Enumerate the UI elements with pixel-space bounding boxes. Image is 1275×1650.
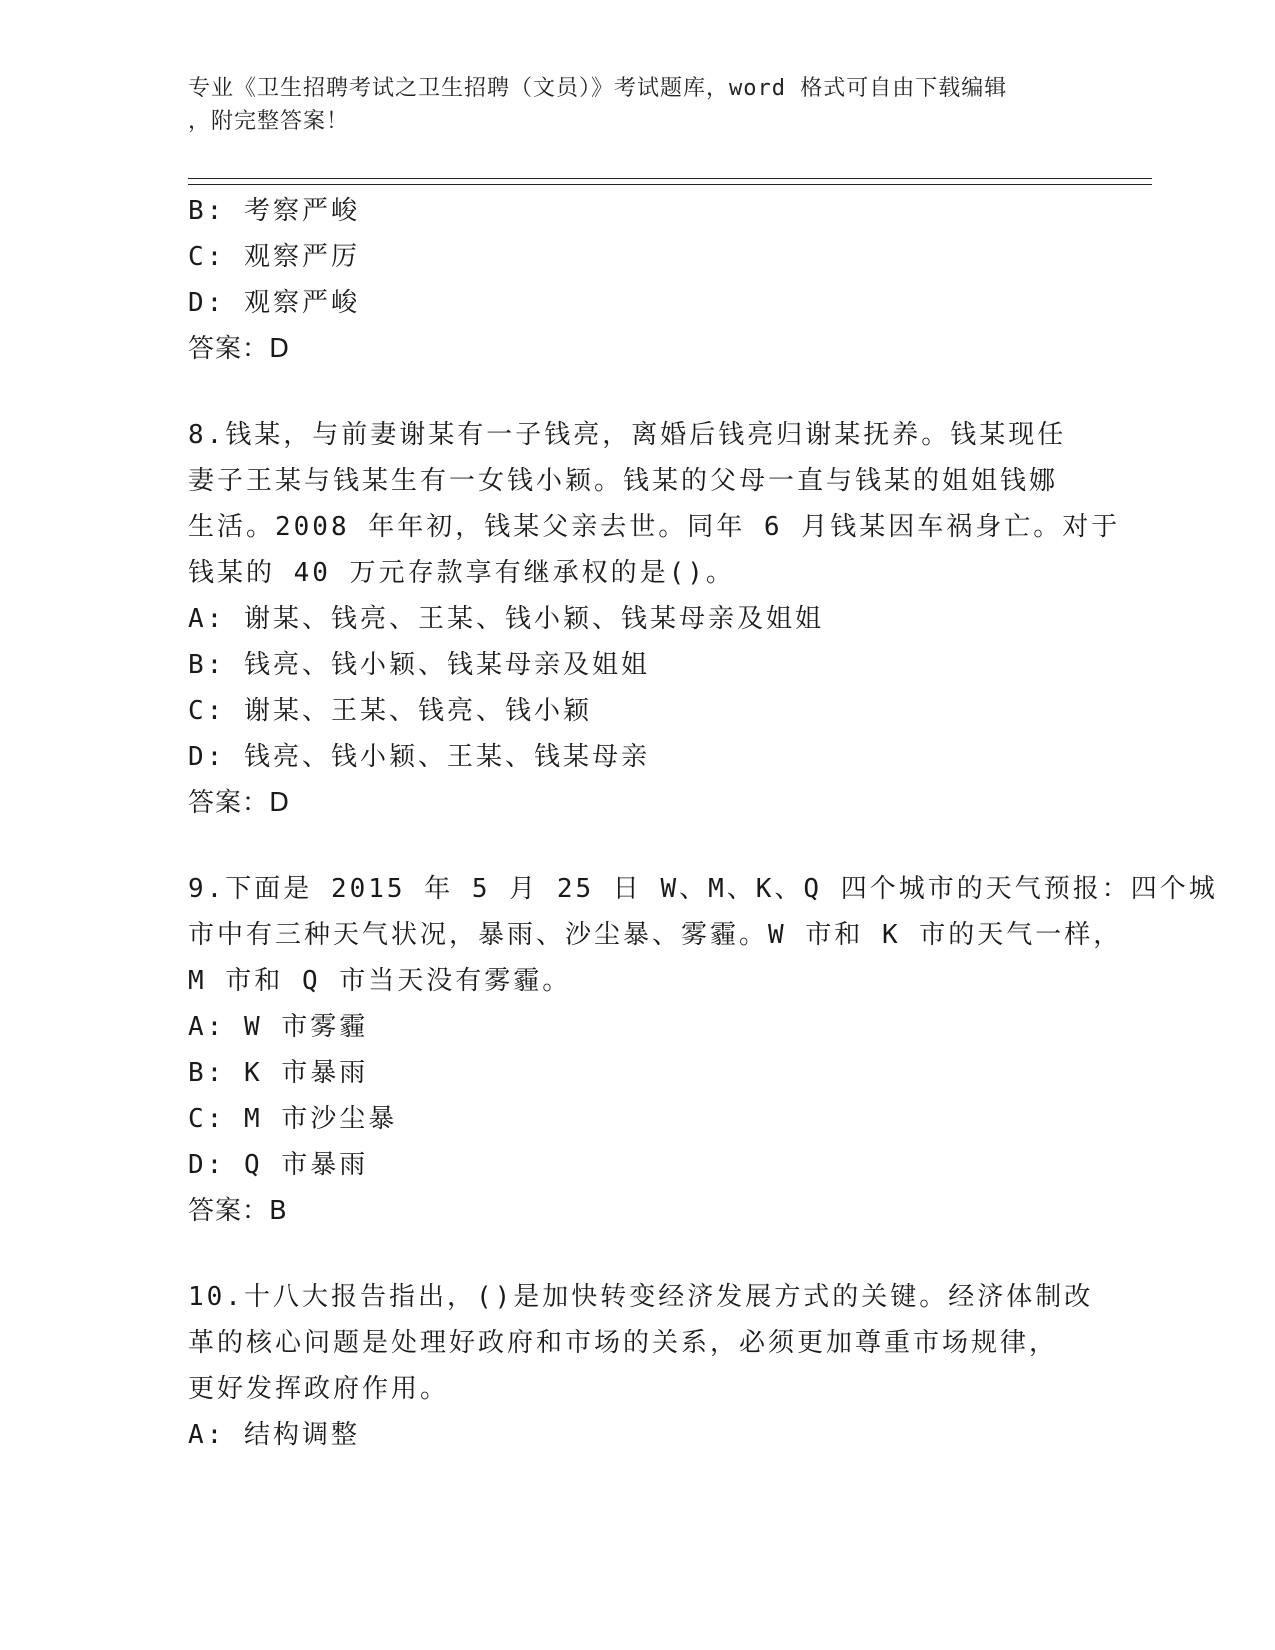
question-text-line: M 市和 Q 市当天没有雾霾。 (188, 966, 572, 996)
question-text-line: 9.下面是 2015 年 5 月 25 日 W、M、K、Q 四个城市的天气预报：四个城 (188, 874, 1218, 904)
question-text-line: 钱某的 40 万元存款享有继承权的是()。 (188, 558, 735, 588)
document-header (188, 72, 1068, 138)
question-text-line: 革的核心问题是处理好政府和市场的关系，必须更加尊重市场规律， (188, 1328, 1059, 1358)
question-text-line: 妻子王某与钱某生有一女钱小颖。钱某的父母一直与钱某的姐姐钱娜 (188, 466, 1059, 496)
question-text-line: 8.钱某，与前妻谢某有一子钱亮，离婚后钱亮归谢某抚养。钱某现任 (188, 420, 1067, 450)
option-b: B: 钱亮、钱小颖、钱某母亲及姐姐 (188, 650, 650, 680)
header-line-2: ，附完整答案！ (188, 109, 350, 134)
option-d: D: Q 市暴雨 (188, 1150, 369, 1180)
option-c: C: M 市沙尘暴 (188, 1104, 398, 1134)
header-line-1: 专业《卫生招聘考试之卫生招聘（文员）》考试题库，word 格式可自由下载编辑 (188, 76, 1008, 101)
option-b: B: 考察严峻 (188, 196, 360, 226)
option-c: C: 谢某、王某、钱亮、钱小颖 (188, 696, 592, 726)
option-b: B: K 市暴雨 (188, 1058, 369, 1088)
question-text-line: 更好发挥政府作用。 (188, 1374, 450, 1404)
option-a: A: 结构调整 (188, 1420, 360, 1450)
question-9 (188, 866, 1218, 1234)
question-8 (188, 412, 1121, 826)
answer-label: 答案：D (188, 334, 291, 364)
question-text-line: 市中有三种天气状况，暴雨、沙尘暴、雾霾。W 市和 K 市的天气一样， (188, 920, 1123, 950)
answer-label: 答案：B (188, 1196, 288, 1226)
answer-label: 答案：D (188, 788, 291, 818)
option-d: D: 钱亮、钱小颖、王某、钱某母亲 (188, 742, 650, 772)
question-body (188, 188, 1218, 1458)
option-c: C: 观察严厉 (188, 242, 360, 272)
option-a: A: 谢某、钱亮、王某、钱小颖、钱某母亲及姐姐 (188, 604, 824, 634)
question-10 (188, 1274, 1094, 1458)
header-divider (188, 178, 1152, 185)
question-7-tail (188, 188, 1088, 372)
question-text-line: 生活。2008 年年初，钱某父亲去世。同年 6 月钱某因车祸身亡。对于 (188, 512, 1121, 542)
option-d: D: 观察严峻 (188, 288, 360, 318)
option-a: A: W 市雾霾 (188, 1012, 369, 1042)
question-text-line: 10.十八大报告指出，()是加快转变经济发展方式的关键。经济体制改 (188, 1282, 1094, 1312)
